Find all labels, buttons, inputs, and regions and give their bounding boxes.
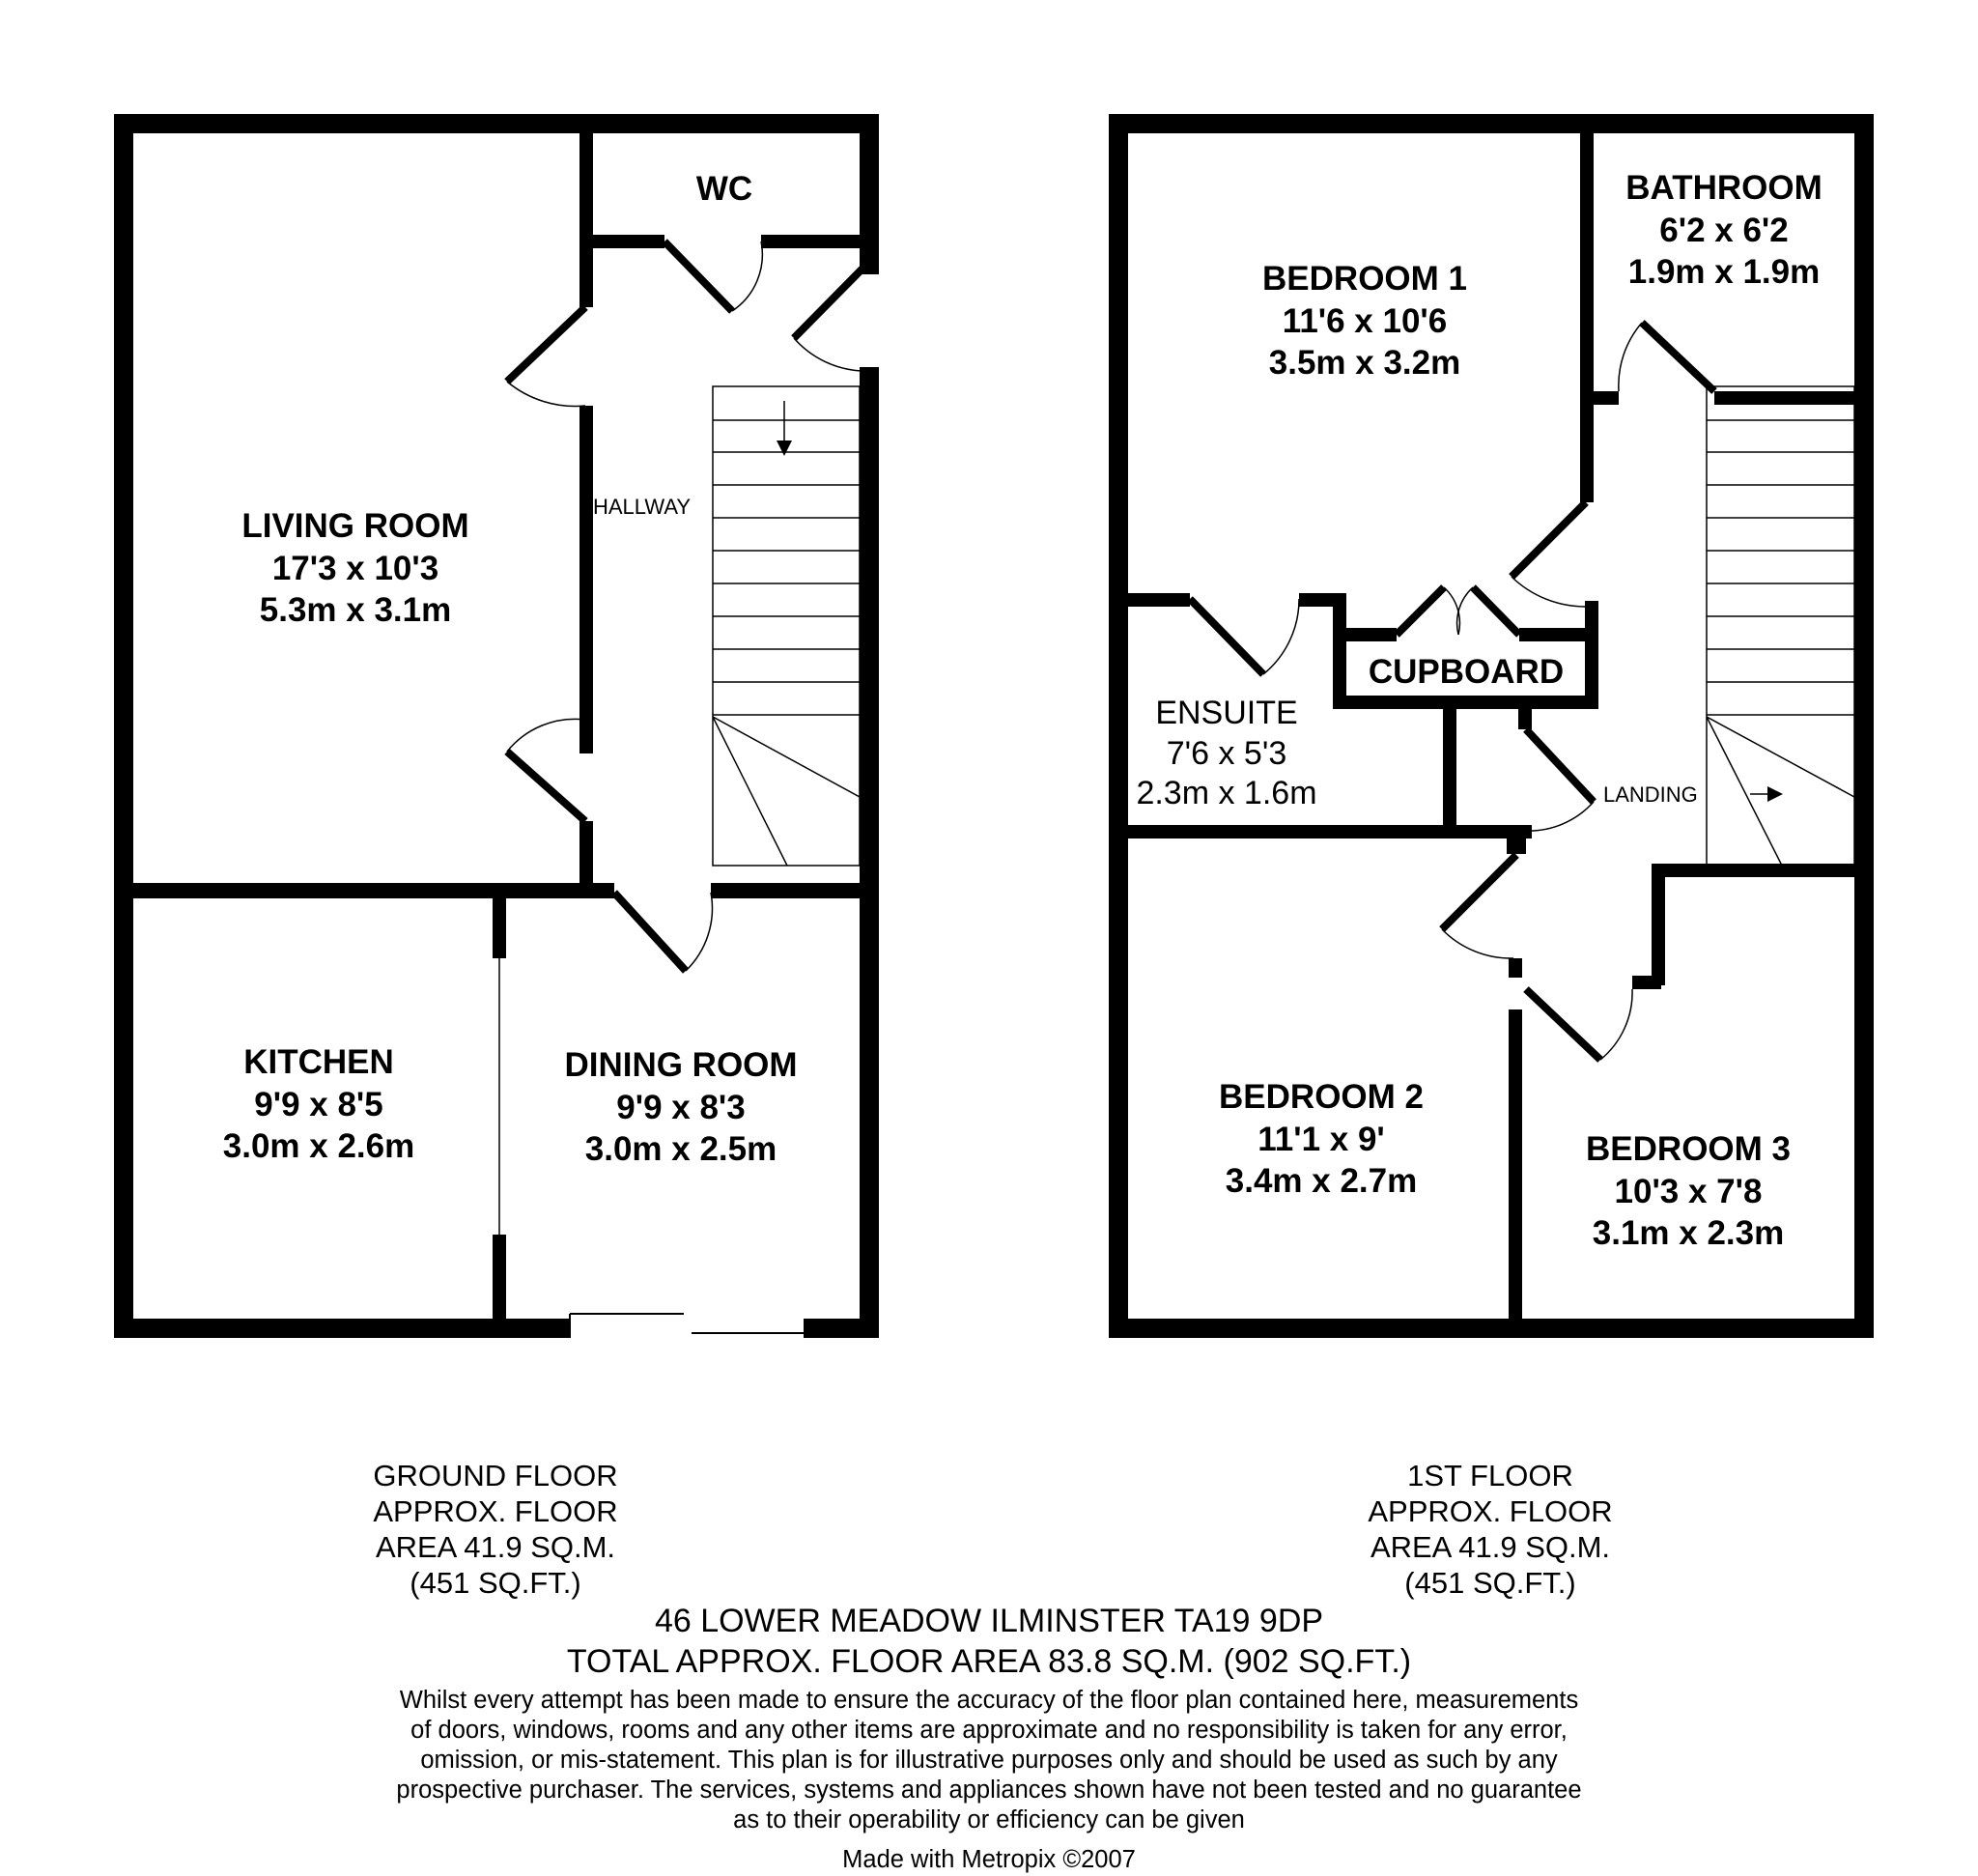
patio-door [570,1314,809,1338]
first-floor-caption-line: APPROX. FLOOR [1368,1494,1613,1528]
dining-room-imperial: 9'9 x 8'3 [616,1089,746,1126]
first-floor-labels [1136,169,1822,1252]
bathroom-imperial: 6'2 x 6'2 [1659,212,1789,249]
dining-room-metric: 3.0m x 2.5m [584,1130,777,1168]
ground-floor-caption-line: GROUND FLOOR [373,1459,618,1492]
address-block [0,1601,1978,1682]
ensuite-imperial: 7'6 x 5'3 [1166,735,1287,772]
first-floor-caption [1297,1458,1683,1601]
living-room-imperial: 17'3 x 10'3 [271,550,439,587]
living-room-name: LIVING ROOM [241,507,469,545]
bedroom-1-name: BEDROOM 1 [1262,260,1467,298]
disclaimer [313,1686,1665,1835]
bedroom-2-name: BEDROOM 2 [1219,1078,1424,1116]
ground-floor-labels [223,170,798,1168]
ensuite-metric: 2.3m x 1.6m [1136,775,1317,811]
first-floor-caption-line: AREA 41.9 SQ.M. [1370,1530,1611,1564]
disclaimer-line: of doors, windows, rooms and any other items are approximate and no responsibility is taken for any error, [410,1717,1568,1744]
bedroom-2-metric: 3.4m x 2.7m [1225,1162,1418,1200]
first-floor-doors [1190,323,1714,1060]
ground-floor-caption-line: AREA 41.9 SQ.M. [375,1530,616,1564]
property-address: 46 LOWER MEADOW ILMINSTER TA19 9DP [654,1603,1324,1639]
hallway-label: HALLWAY [593,495,692,519]
first-floor-caption-line: (451 SQ.FT.) [1404,1566,1576,1600]
wc-label: WC [695,170,753,208]
landing-label: LANDING [1603,782,1698,807]
bedroom-3-metric: 3.1m x 2.3m [1592,1214,1785,1252]
ground-floor-caption-line: (451 SQ.FT.) [410,1566,581,1600]
ensuite-name: ENSUITE [1155,695,1298,731]
bathroom-name: BATHROOM [1625,169,1823,207]
bathroom-metric: 1.9m x 1.9m [1627,253,1821,291]
ground-floor-stairs [713,386,860,866]
disclaimer-line: as to their operability or efficiency can be given [733,1806,1245,1833]
disclaimer-line: Whilst every attempt has been made to ensure the accuracy of the floor plan contained here, measurements [399,1687,1579,1714]
landing-arrow-icon [1767,786,1783,802]
stairs-arrow-icon [777,441,792,456]
dining-room-name: DINING ROOM [564,1046,798,1084]
bedroom-1-metric: 3.5m x 3.2m [1268,344,1461,382]
kitchen-imperial: 9'9 x 8'5 [254,1086,383,1123]
bedroom-3-name: BEDROOM 3 [1586,1130,1791,1168]
ground-floor-doors [507,242,862,971]
bedroom-3-imperial: 10'3 x 7'8 [1614,1173,1763,1210]
metropix-credit: Made with Metropix ©2007 [842,1846,1136,1873]
disclaimer-line: omission, or mis-statement. This plan is for illustrative purposes only and should be used as such by any [420,1747,1558,1774]
kitchen-metric: 3.0m x 2.6m [222,1127,415,1165]
total-floor-area: TOTAL APPROX. FLOOR AREA 83.8 SQ.M. (902 SQ.FT.) [566,1643,1412,1680]
ground-floor-caption-line: APPROX. FLOOR [373,1494,618,1528]
ground-floor-caption [302,1458,689,1601]
bedroom-1-imperial: 11'6 x 10'6 [1282,302,1448,340]
bedroom-2-imperial: 11'1 x 9' [1257,1121,1385,1158]
disclaimer-line: prospective purchaser. The services, systems and appliances shown have not been tested and no guarantee [396,1777,1582,1804]
first-floor-caption-line: 1ST FLOOR [1407,1459,1573,1492]
cupboard-label: CUPBOARD [1368,653,1565,691]
living-room-metric: 5.3m x 3.1m [259,591,452,629]
kitchen-name: KITCHEN [243,1043,394,1081]
